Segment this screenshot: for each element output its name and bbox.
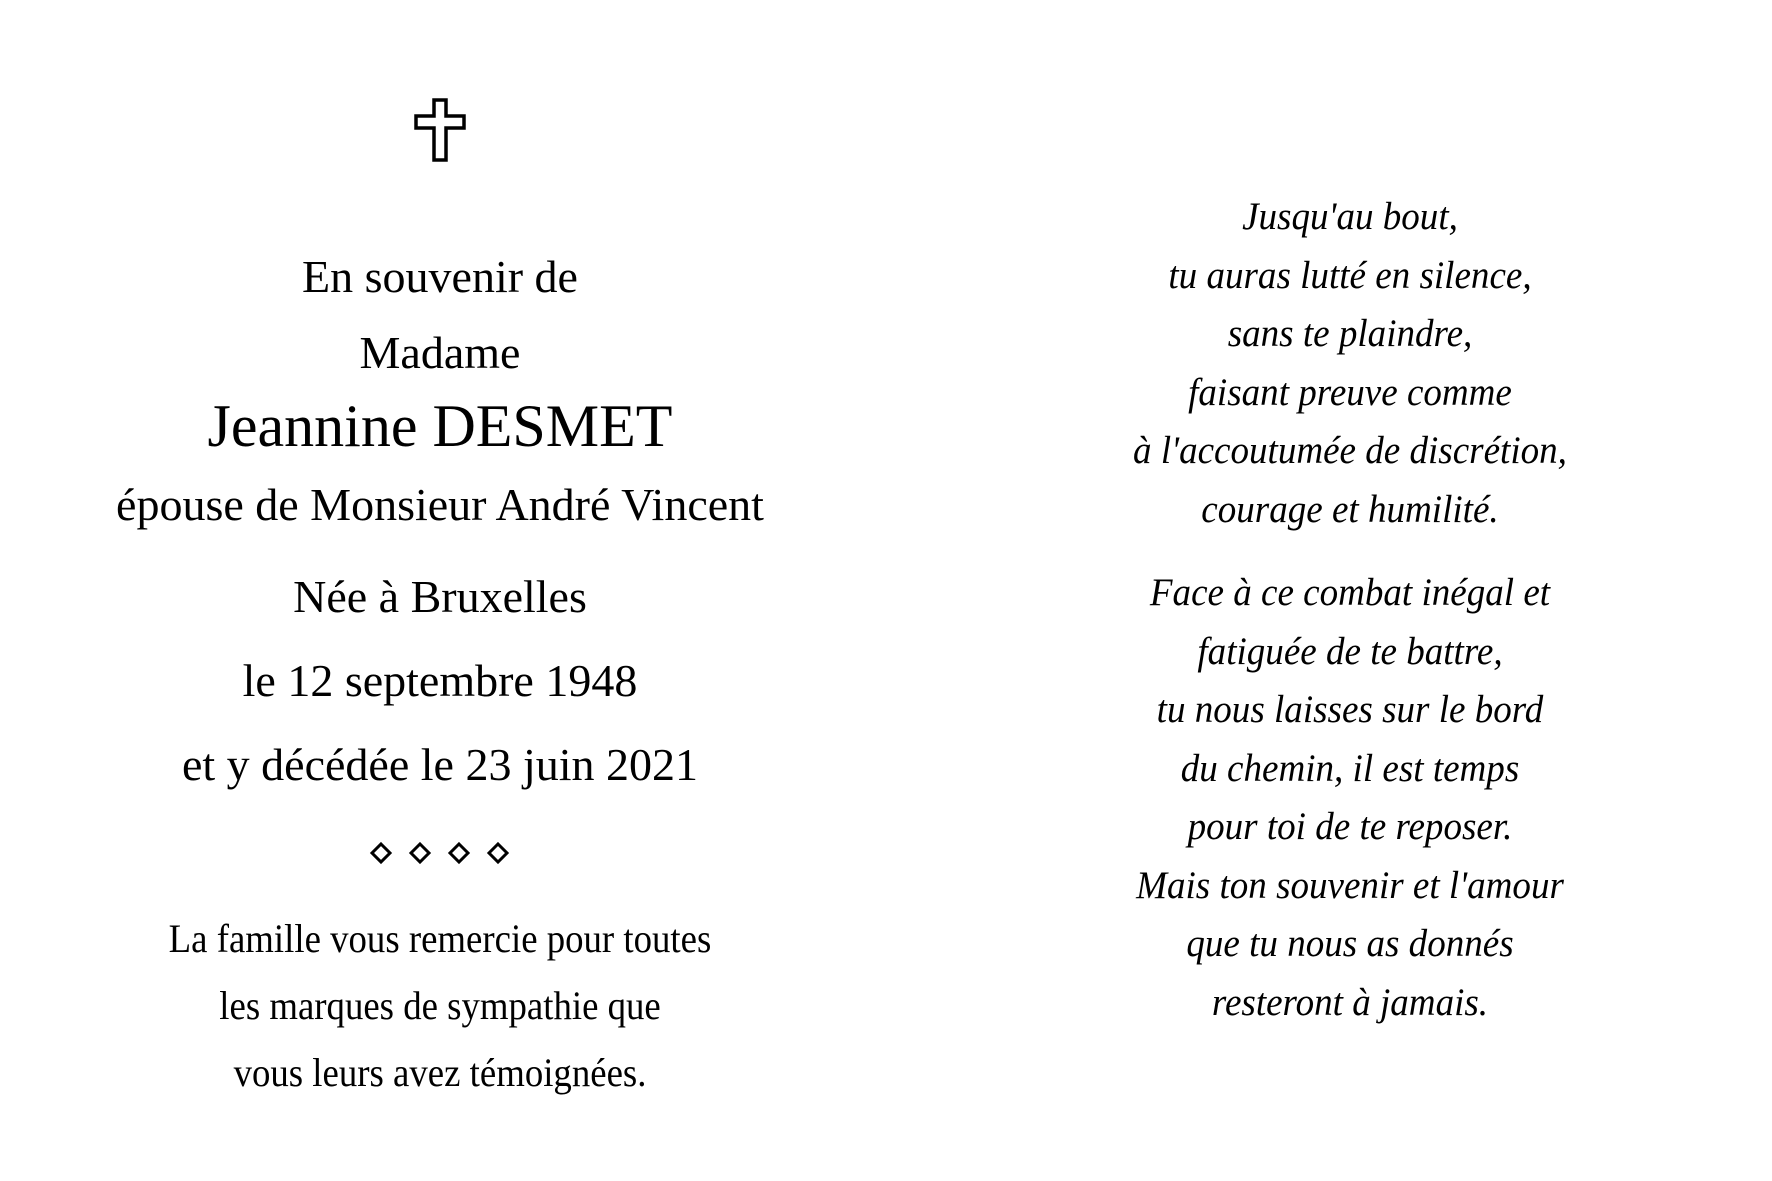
poem-line: tu auras lutté en silence, — [1168, 253, 1532, 297]
poem-line: Mais ton souvenir et l'amour — [1136, 863, 1564, 907]
thanks-line: les marques de sympathie que — [219, 983, 661, 1028]
poem-line: faisant preuve comme — [1188, 370, 1512, 414]
thanks-line: La famille vous remercie pour toutes — [168, 916, 712, 961]
right-panel — [1040, 0, 1660, 1181]
poem-line: courage et humilité. — [1201, 487, 1499, 531]
birthdate-text: le 12 septembre 1948 — [242, 655, 638, 706]
poem-line: fatiguée de te battre, — [1197, 629, 1503, 673]
poem-line: que tu nous as donnés — [1186, 922, 1514, 965]
poem-line: tu nous laisses sur le bord — [1156, 688, 1544, 731]
deceased-name: Jeannine DESMET — [207, 393, 673, 459]
poem-stanza-2 — [1056, 564, 1645, 1032]
poem-line: pour toi de te reposer. — [1187, 805, 1513, 848]
diamond-ornament-icon — [40, 838, 840, 868]
spouse-text: épouse de Monsieur André Vincent — [116, 479, 764, 530]
left-panel — [40, 0, 840, 1181]
poem-line: Face à ce combat inégal et — [1149, 571, 1551, 614]
poem-stanza-1 — [1056, 188, 1645, 539]
intro-text: En souvenir de — [302, 251, 578, 302]
poem-line: resteront à jamais. — [1211, 980, 1489, 1024]
poem-line: à l'accoutumée de discrétion, — [1133, 429, 1567, 472]
cross-icon — [40, 98, 840, 164]
poem-line: du chemin, il est temps — [1180, 746, 1520, 790]
birthplace-text: Née à Bruxelles — [293, 571, 587, 622]
death-text: et y décédée le 23 juin 2021 — [181, 739, 699, 790]
honorific-text: Madame — [359, 327, 521, 378]
thanks-line: vous leurs avez témoignées. — [233, 1050, 647, 1095]
poem-line: Jusqu'au bout, — [1242, 195, 1458, 238]
poem-line: sans te plaindre, — [1227, 312, 1473, 355]
thanks-message — [72, 905, 808, 1106]
